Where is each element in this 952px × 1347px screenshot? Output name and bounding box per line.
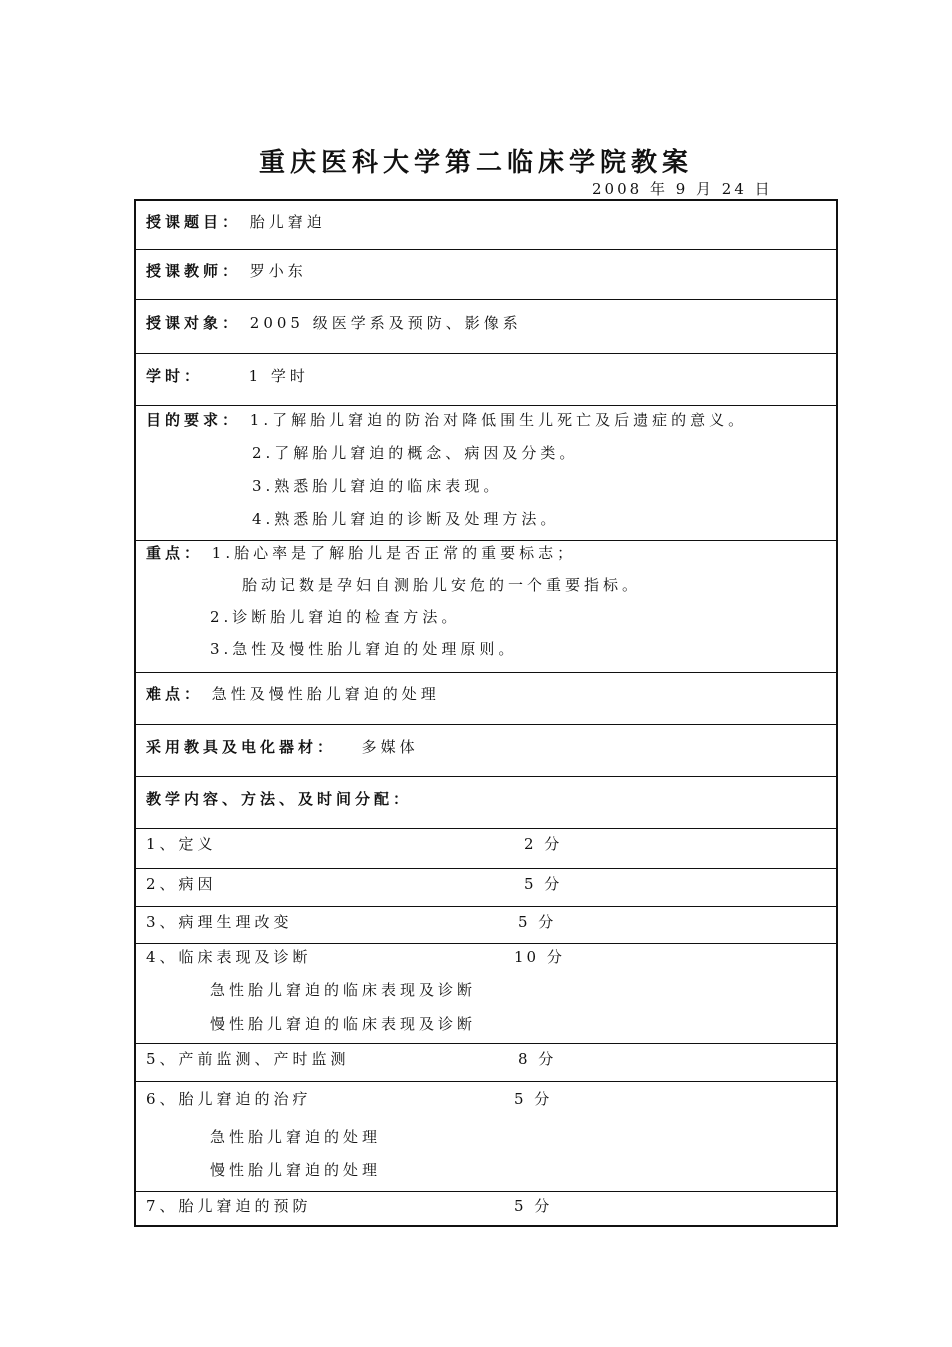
- teacher-row: [136, 249, 836, 299]
- section-minutes: 2 分: [524, 835, 563, 853]
- section-minutes: 10 分: [514, 948, 565, 966]
- hours-value: 1 学时: [248, 367, 309, 385]
- section-row: [136, 868, 836, 906]
- audience-row: [136, 299, 836, 353]
- section-subitem: 慢性胎儿窘迫的临床表现及诊断: [210, 1015, 477, 1033]
- materials-label: 采用教具及电化器材：: [146, 738, 337, 756]
- teacher-label: 授课教师：: [146, 262, 242, 280]
- key-point-item: 1.胎心率是了解胎儿是否正常的重要标志；: [211, 544, 577, 562]
- section-minutes: 5 分: [518, 913, 557, 931]
- section-title: 6、胎儿窘迫的治疗: [146, 1090, 312, 1108]
- section-title: 2、病因: [146, 875, 217, 893]
- document-date: 2008 年 9 月 24 日: [592, 180, 773, 198]
- difficulty-value: 急性及慢性胎儿窘迫的处理: [211, 685, 440, 703]
- key-point-item: 胎动记数是孕妇自测胎儿安危的一个重要指标。: [242, 576, 642, 594]
- difficulty-label: 难点：: [146, 685, 204, 703]
- topic-value: 胎儿窘迫: [249, 213, 326, 231]
- materials-row: [136, 724, 836, 776]
- content-header: 教学内容、方法、及时间分配：: [146, 790, 413, 808]
- audience-value: 2005 级医学系及预防、影像系: [249, 314, 522, 332]
- lesson-plan-table: [134, 199, 838, 1227]
- hours-row: [136, 353, 836, 405]
- section-minutes: 8 分: [518, 1050, 557, 1068]
- difficulty-row: [136, 672, 836, 724]
- section-row: [136, 906, 836, 943]
- objective-item: 3.熟悉胎儿窘迫的临床表现。: [252, 477, 503, 495]
- objective-item: 1.了解胎儿窘迫的防治对降低围生儿死亡及后遗症的意义。: [249, 411, 748, 429]
- section-title: 3、病理生理改变: [146, 913, 293, 931]
- materials-value: 多媒体: [361, 738, 419, 756]
- section-row: [136, 828, 836, 868]
- topic-row: [136, 201, 836, 249]
- audience-label: 授课对象：: [146, 314, 242, 332]
- key-point-item: 3.急性及慢性胎儿窘迫的处理原则。: [210, 640, 518, 658]
- section-row: [136, 1191, 836, 1225]
- section-title: 4、临床表现及诊断: [146, 948, 312, 966]
- section-minutes: 5 分: [514, 1090, 553, 1108]
- topic-label: 授课题目：: [146, 213, 242, 231]
- section-title: 1、定义: [146, 835, 217, 853]
- key-points-row: [136, 540, 836, 672]
- objective-item: 2.了解胎儿窘迫的概念、病因及分类。: [252, 444, 579, 462]
- objective-item: 4.熟悉胎儿窘迫的诊断及处理方法。: [252, 510, 560, 528]
- section-title: 5、产前监测、产时监测: [146, 1050, 350, 1068]
- key-points-label: 重点：: [146, 544, 204, 562]
- document-title: 重庆医科大学第二临床学院教案: [258, 148, 693, 178]
- key-point-item: 2.诊断胎儿窘迫的检查方法。: [210, 608, 461, 626]
- section-row: [136, 943, 836, 1043]
- section-subitem: 慢性胎儿窘迫的处理: [210, 1161, 382, 1179]
- section-subitem: 急性胎儿窘迫的处理: [210, 1128, 382, 1146]
- teacher-value: 罗小东: [249, 262, 307, 280]
- objectives-row: [136, 405, 836, 540]
- section-minutes: 5 分: [514, 1197, 553, 1215]
- section-minutes: 5 分: [524, 875, 563, 893]
- objectives-label: 目的要求：: [146, 411, 242, 429]
- section-row: [136, 1043, 836, 1081]
- section-row: [136, 1081, 836, 1191]
- content-header-row: [136, 776, 836, 828]
- hours-label: 学时：: [146, 367, 204, 385]
- section-title: 7、胎儿窘迫的预防: [146, 1197, 312, 1215]
- section-subitem: 急性胎儿窘迫的临床表现及诊断: [210, 981, 477, 999]
